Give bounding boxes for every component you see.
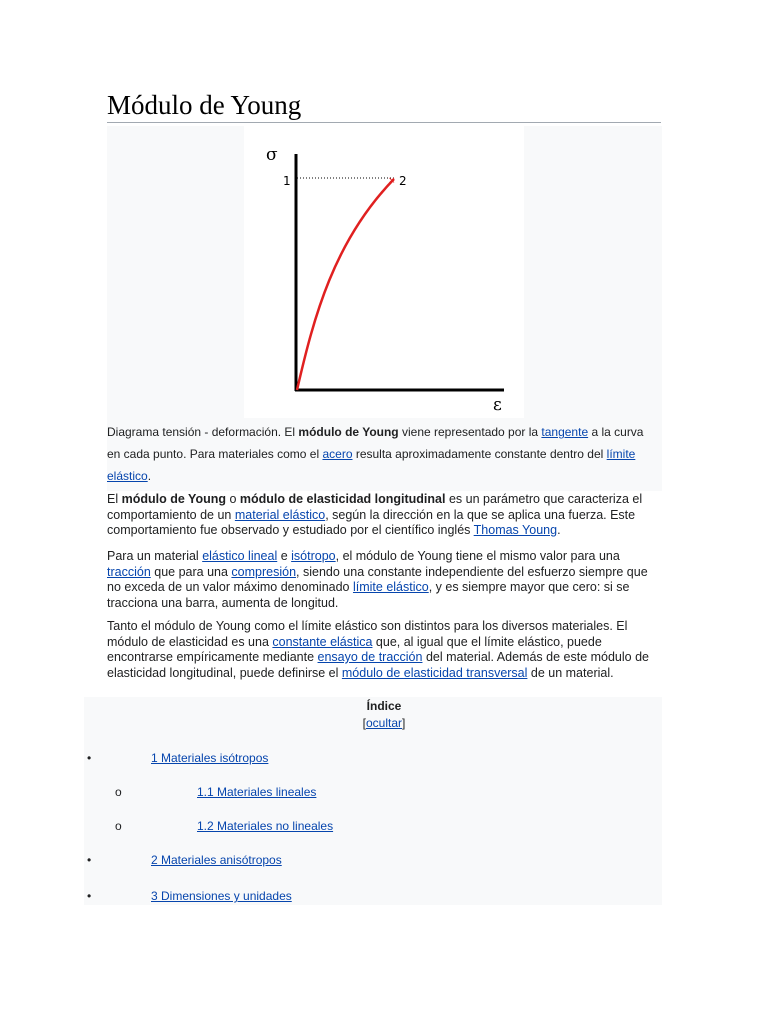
- caption-text: Diagrama tensión - deformación. El: [107, 425, 299, 439]
- figure-thumbnail: [107, 126, 662, 491]
- text: .: [557, 523, 561, 537]
- x-axis-label: ε: [493, 395, 502, 415]
- text: , el módulo de Young tiene el mismo valor para una: [335, 549, 620, 563]
- page-title: Módulo de Young: [107, 88, 661, 123]
- toc-item[interactable]: 1 Materiales isótropos: [151, 751, 269, 765]
- bold-term: módulo de Young: [121, 492, 226, 506]
- intro-paragraph: [107, 492, 663, 539]
- link-traccion[interactable]: tracción: [107, 564, 151, 579]
- third-paragraph: [107, 619, 663, 681]
- toc-item[interactable]: 3 Dimensiones y unidades: [151, 889, 292, 903]
- link-limite-elastico-2[interactable]: límite elástico: [352, 580, 429, 594]
- link-constante-elastica[interactable]: constante elástica: [272, 634, 373, 649]
- stress-strain-chart: [244, 126, 524, 418]
- toc-item[interactable]: 1.1 Materiales lineales: [197, 785, 317, 799]
- link-modulo-transversal[interactable]: módulo de elasticidad transversal: [341, 665, 528, 680]
- caption-text: resulta aproximadamente constante dentro del: [352, 447, 607, 461]
- link-isotropo[interactable]: isótropo: [291, 549, 336, 563]
- bullet-icon: •: [87, 853, 92, 867]
- text: o: [225, 492, 240, 506]
- toc-toggle: [84, 716, 684, 730]
- bullet-icon: •: [87, 751, 92, 765]
- bullet-icon: •: [87, 889, 92, 903]
- link-tangente[interactable]: tangente: [541, 425, 589, 439]
- link-limite-elastico[interactable]: límite elástico: [107, 447, 636, 483]
- toc-item[interactable]: 2 Materiales anisótropos: [151, 853, 282, 867]
- text: que, al igual que el límite elástico, puede encontrarse empíricamente mediante: [107, 634, 602, 664]
- bracket: [: [362, 716, 366, 730]
- caption-bold: módulo de Young: [298, 425, 399, 439]
- text: Para un material: [107, 549, 203, 563]
- point-2-label: 2: [399, 174, 407, 188]
- bracket: ]: [402, 716, 406, 730]
- text: e: [277, 549, 292, 563]
- text: de un material.: [527, 665, 614, 680]
- bold-term: módulo de elasticidad longitudinal: [239, 492, 446, 506]
- link-compresion[interactable]: compresión: [231, 564, 297, 579]
- toc-hide-link[interactable]: ocultar: [365, 716, 403, 730]
- text: , según la dirección en la que se aplica una fuerza. Este comportamiento fue observado y estudiado por el científico inglés: [107, 507, 636, 537]
- hollow-bullet-icon: o: [115, 785, 122, 799]
- text: que para una: [150, 564, 232, 579]
- table-of-contents: [84, 697, 662, 905]
- text: , y es siempre mayor que cero: si se tracciona una barra, aumenta de longitud.: [107, 580, 630, 610]
- toc-item[interactable]: 1.2 Materiales no lineales: [197, 819, 334, 833]
- link-ensayo-traccion[interactable]: ensayo de tracción: [317, 650, 423, 664]
- link-material-elastico[interactable]: material elástico: [234, 507, 326, 522]
- text: , siendo una constante independiente del esfuerzo siempre que no exceda de un valor máximo denominado: [107, 564, 648, 594]
- text: del material. Además de este módulo de elasticidad longitudinal, puede definirse el: [107, 650, 649, 680]
- text: es un parámetro que caracteriza el comportamiento de un: [107, 492, 643, 522]
- curve-end-marker: ×: [388, 176, 396, 186]
- second-paragraph: [107, 549, 663, 611]
- link-acero[interactable]: acero: [322, 447, 353, 461]
- link-elastico-lineal[interactable]: elástico lineal: [202, 549, 278, 563]
- toc-title: Índice: [366, 699, 402, 713]
- stress-strain-curve: [297, 179, 394, 390]
- stress-strain-diagram: [244, 126, 524, 418]
- caption-text: viene representado por la: [398, 425, 542, 439]
- text: El: [107, 492, 122, 506]
- y-axis-label: σ: [266, 145, 278, 165]
- figure-caption: [107, 421, 659, 487]
- point-1-label: 1: [283, 174, 291, 188]
- caption-text: .: [147, 469, 152, 483]
- link-thomas-young[interactable]: Thomas Young: [473, 523, 558, 537]
- hollow-bullet-icon: o: [115, 819, 122, 833]
- text: Tanto el módulo de Young como el límite elástico son distintos para los diversos materiales. El módulo de elasticidad es una: [107, 619, 628, 649]
- caption-text: a la curva en cada punto. Para materiales como el: [107, 425, 644, 461]
